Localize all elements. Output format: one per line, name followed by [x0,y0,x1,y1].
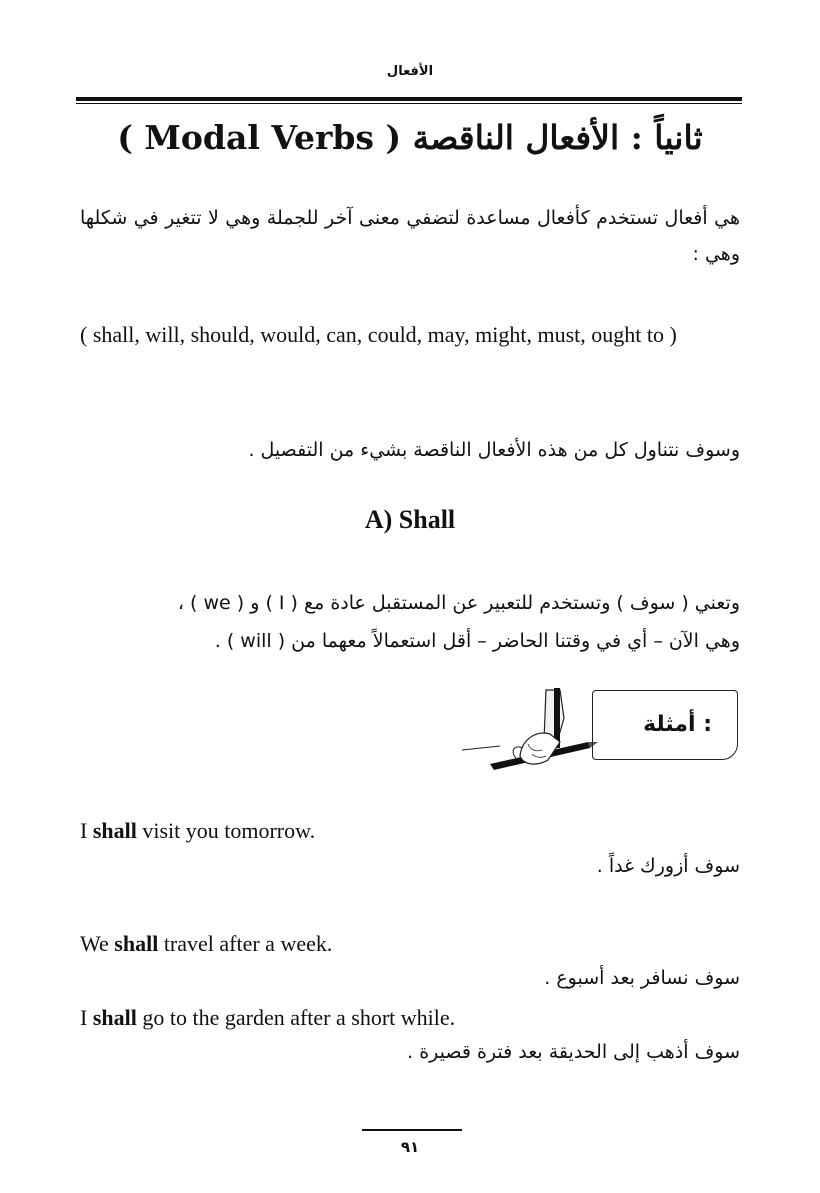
running-header: الأفعال [386,64,434,79]
example-2-modal: shall [114,931,159,956]
example-3-after: go to the garden after a short while. [136,1005,456,1030]
sub-heading-shall: A) Shall [364,505,456,534]
example-3-before: I [80,1005,93,1030]
footer-rule [362,1129,462,1131]
shall-explanation [80,584,740,660]
example-3-english [80,999,740,1037]
modal-verbs-list: ( shall, will, should, would, can, could, may, might, must, ought to ) [80,322,677,347]
example-1-arabic: سوف أزورك غداً . [596,855,740,877]
example-2-arabic: سوف نسافر بعد أسبوع . [544,967,740,989]
example-2-english [80,925,740,963]
example-1-after: visit you tomorrow. [136,818,316,843]
example-2-before: We [80,931,115,956]
header-rule-thick [76,97,742,101]
detail-note: وسوف نتناول كل من هذه الأفعال الناقصة بشيء من التفصيل . [248,439,740,461]
shall-explanation-line-1: وتعني ( سوف ) وتستخدم للتعبير عن المستقبل عادة مع ( I ) و ( we ) ، [177,592,740,614]
example-3-arabic: سوف أذهب إلى الحديقة بعد فترة قصيرة . [407,1041,740,1063]
intro-paragraph: هي أفعال تستخدم كأفعال مساعدة لتضفي معنى آخر للجملة وهي لا تتغير في شكلها وهي : [80,207,740,265]
example-3-modal: shall [92,1005,137,1030]
pen-hand-icon [460,678,600,778]
page-number: ٩١ [400,1138,420,1156]
example-1-modal: shall [92,818,137,843]
shall-explanation-line-2: وهي الآن – أي في وقتنا الحاضر – أقل استعمالاً معهما من ( will ) . [214,630,740,652]
example-1-english [80,812,740,850]
examples-label: أمثلة : [643,712,712,737]
example-1-before: I [80,818,93,843]
example-2-after: travel after a week. [158,931,333,956]
header-rule-thin [76,103,742,104]
section-title: ثانياً : الأفعال الناقصة ( Modal Verbs ) [117,118,703,157]
